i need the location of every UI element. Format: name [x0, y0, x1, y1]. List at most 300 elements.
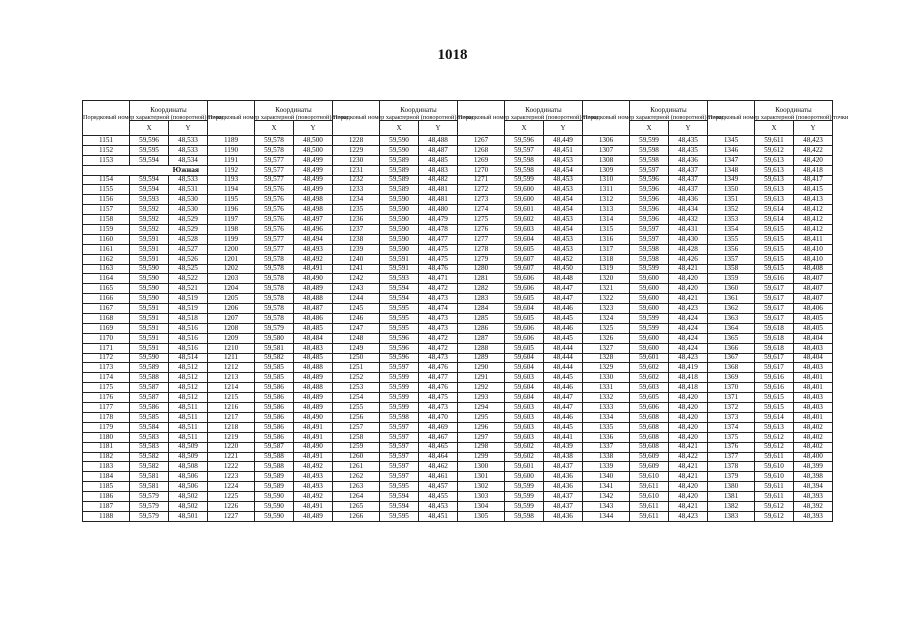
coordinate-x-cell: 59,606 — [505, 284, 544, 294]
coordinate-x-cell: 59,584 — [130, 422, 169, 432]
coordinate-y-cell: 48,512 — [169, 393, 208, 403]
coordinate-y-cell: 48,461 — [419, 472, 458, 482]
coordinate-y-cell: 48,444 — [544, 353, 583, 363]
table-row — [458, 215, 583, 225]
coordinate-x-cell: 59,607 — [505, 264, 544, 274]
point-number-cell: 1193 — [208, 175, 255, 185]
coordinate-x-cell: 59,618 — [755, 333, 794, 343]
coordinate-y-cell: 48,424 — [669, 343, 708, 353]
point-number-cell: 1177 — [83, 403, 130, 413]
coordinate-x-cell: 59,596 — [380, 353, 419, 363]
coordinate-y-cell: 48,486 — [294, 314, 333, 324]
coordinate-x-cell: 59,590 — [255, 511, 294, 521]
point-number-cell: 1261 — [333, 462, 380, 472]
point-number-cell: 1246 — [333, 314, 380, 324]
table-row — [208, 452, 333, 462]
coordinate-x-cell: 59,577 — [255, 155, 294, 165]
coordinate-y-cell: 48,477 — [419, 234, 458, 244]
coordinate-y-cell: 48,422 — [794, 145, 833, 155]
table-row — [333, 353, 458, 363]
coordinate-y-cell: 48,436 — [669, 155, 708, 165]
point-number-cell: 1378 — [708, 462, 755, 472]
coordinate-x-cell: 59,586 — [255, 412, 294, 422]
coordinate-y-cell: 48,438 — [544, 452, 583, 462]
coordinate-y-cell: 48,498 — [294, 195, 333, 205]
coordinate-x-cell: 59,591 — [130, 304, 169, 314]
table-row — [708, 215, 833, 225]
coordinate-x-cell: 59,583 — [130, 432, 169, 442]
table-row — [583, 136, 708, 146]
table-row — [333, 442, 458, 452]
point-number-cell: 1371 — [708, 393, 755, 403]
table-row — [333, 145, 458, 155]
point-number-cell: 1284 — [458, 304, 505, 314]
coordinate-y-cell: 48,462 — [419, 462, 458, 472]
coordinate-x-cell: 59,614 — [755, 412, 794, 422]
table-row — [583, 501, 708, 511]
coordinate-y-cell: 48,530 — [169, 195, 208, 205]
coordinate-x-cell: 59,608 — [630, 412, 669, 422]
coordinate-y-cell: 48,488 — [294, 383, 333, 393]
coordinate-y-cell: 48,516 — [169, 333, 208, 343]
point-number-cell: 1294 — [458, 403, 505, 413]
coordinate-x-cell: 59,610 — [755, 472, 794, 482]
coordinate-x-cell: 59,612 — [755, 145, 794, 155]
table-row — [208, 353, 333, 363]
coordinate-x-cell: 59,595 — [380, 304, 419, 314]
coordinate-y-cell: 48,428 — [669, 244, 708, 254]
table-row — [583, 225, 708, 235]
coordinate-y-cell: 48,437 — [544, 501, 583, 511]
point-number-cell: 1234 — [333, 195, 380, 205]
point-number-cell: 1315 — [583, 225, 630, 235]
coordinate-x-cell: 59,585 — [130, 412, 169, 422]
table-row — [708, 492, 833, 502]
coordinate-y-cell: 48,421 — [669, 462, 708, 472]
table-row — [458, 482, 583, 492]
table-row — [708, 482, 833, 492]
coordinate-y-cell: 48,435 — [669, 136, 708, 146]
table-row — [583, 363, 708, 373]
coordinate-y-cell: 48,450 — [544, 264, 583, 274]
coordinate-x-cell: 59,596 — [505, 136, 544, 146]
coordinate-x-cell: 59,581 — [130, 482, 169, 492]
coordinate-y-cell: 48,431 — [669, 225, 708, 235]
coordinate-x-cell: 59,579 — [255, 323, 294, 333]
coordinate-y-cell: 48,415 — [794, 185, 833, 195]
coordinate-y-cell: 48,526 — [169, 254, 208, 264]
coordinate-x-cell: 59,601 — [630, 353, 669, 363]
coordinate-y-cell: 48,473 — [419, 323, 458, 333]
coordinate-x-cell: 59,611 — [755, 136, 794, 146]
coordinate-x-cell: 59,578 — [255, 254, 294, 264]
point-number-cell: 1251 — [333, 363, 380, 373]
point-number-cell: 1165 — [83, 284, 130, 294]
coordinate-x-cell: 59,576 — [255, 195, 294, 205]
coordinate-x-cell: 59,578 — [255, 294, 294, 304]
coordinate-x-cell: 59,576 — [255, 205, 294, 215]
coordinate-x-cell: 59,615 — [755, 264, 794, 274]
coordinate-y-cell: 48,453 — [544, 155, 583, 165]
table-row — [83, 472, 208, 482]
coordinate-y-cell: 48,491 — [294, 501, 333, 511]
coordinate-x-cell: 59,590 — [130, 264, 169, 274]
coordinate-x-cell: 59,596 — [630, 205, 669, 215]
point-number-cell: 1249 — [333, 343, 380, 353]
table-row — [708, 412, 833, 422]
coordinate-y-cell: 48,489 — [294, 393, 333, 403]
coordinate-y-cell: 48,522 — [169, 274, 208, 284]
point-number-cell: 1335 — [583, 422, 630, 432]
coordinate-y-cell: 48,473 — [419, 314, 458, 324]
coordinate-y-cell: 48,473 — [419, 294, 458, 304]
coordinate-y-cell: 48,494 — [294, 234, 333, 244]
coordinate-x-cell: 59,605 — [505, 294, 544, 304]
table-row — [83, 442, 208, 452]
coordinate-x-cell: 59,599 — [505, 482, 544, 492]
coordinate-x-cell: 59,599 — [505, 501, 544, 511]
table-row — [83, 264, 208, 274]
coordinate-y-cell: 48,451 — [419, 511, 458, 521]
point-number-cell: 1266 — [333, 511, 380, 521]
table-row — [333, 492, 458, 502]
coordinate-y-cell: 48,401 — [794, 383, 833, 393]
coordinate-y-cell: 48,421 — [669, 294, 708, 304]
coordinate-y-cell: 48,418 — [669, 373, 708, 383]
coordinate-x-cell: 59,592 — [130, 205, 169, 215]
coordinate-x-cell: 59,594 — [130, 155, 169, 165]
table-row — [458, 145, 583, 155]
point-number-cell: 1334 — [583, 412, 630, 422]
table-row — [333, 403, 458, 413]
table-row — [83, 403, 208, 413]
point-number-cell: 1276 — [458, 225, 505, 235]
point-number-cell: 1291 — [458, 373, 505, 383]
point-number-cell: 1292 — [458, 383, 505, 393]
coordinate-y-cell: 48,402 — [794, 442, 833, 452]
table-row — [458, 383, 583, 393]
coordinate-y-cell: 48,446 — [544, 304, 583, 314]
coordinate-x-cell: 59,590 — [380, 225, 419, 235]
table-row — [583, 244, 708, 254]
coordinate-x-cell: 59,590 — [130, 284, 169, 294]
table-row — [458, 442, 583, 452]
point-number-cell: 1351 — [708, 195, 755, 205]
coordinate-y-cell: 48,533 — [169, 175, 208, 185]
point-number-cell: 1208 — [208, 323, 255, 333]
point-number-cell: 1333 — [583, 403, 630, 413]
coordinate-x-cell: 59,577 — [255, 244, 294, 254]
coordinate-x-cell: 59,596 — [630, 175, 669, 185]
table-row — [333, 472, 458, 482]
point-number-cell: 1179 — [83, 422, 130, 432]
coordinate-x-cell: 59,597 — [630, 225, 669, 235]
table-row — [458, 185, 583, 195]
table-row — [458, 432, 583, 442]
point-number-cell: 1158 — [83, 215, 130, 225]
point-number-cell: 1243 — [333, 284, 380, 294]
point-number-cell: 1316 — [583, 234, 630, 244]
table-row — [708, 205, 833, 215]
coordinate-x-cell: 59,598 — [630, 155, 669, 165]
table-row — [708, 501, 833, 511]
table-row — [208, 492, 333, 502]
coordinate-x-cell: 59,591 — [130, 323, 169, 333]
coordinate-y-cell: 48,476 — [419, 383, 458, 393]
coordinate-y-cell: 48,511 — [169, 403, 208, 413]
table-row — [708, 155, 833, 165]
point-number-cell: 1339 — [583, 462, 630, 472]
point-number-cell: 1373 — [708, 412, 755, 422]
coordinate-x-cell: 59,579 — [130, 511, 169, 521]
coordinate-x-cell: 59,578 — [255, 145, 294, 155]
point-number-cell: 1232 — [333, 175, 380, 185]
table-row — [458, 274, 583, 284]
coordinate-x-cell: 59,592 — [130, 215, 169, 225]
point-number-cell: 1362 — [708, 304, 755, 314]
point-number-cell: 1247 — [333, 323, 380, 333]
point-number-cell: 1257 — [333, 422, 380, 432]
coordinate-x-cell: 59,603 — [505, 403, 544, 413]
coordinate-x-cell: 59,596 — [380, 343, 419, 353]
table-block-6 — [707, 100, 849, 522]
point-number-cell: 1299 — [458, 452, 505, 462]
point-number-cell: 1274 — [458, 205, 505, 215]
coordinate-x-cell: 59,610 — [630, 472, 669, 482]
table-row — [83, 393, 208, 403]
point-number-cell: 1359 — [708, 274, 755, 284]
coordinate-y-cell: 48,528 — [169, 234, 208, 244]
point-number-cell: 1293 — [458, 393, 505, 403]
point-number-cell: 1303 — [458, 492, 505, 502]
point-number-cell: 1198 — [208, 225, 255, 235]
table-row — [333, 482, 458, 492]
point-number-cell: 1364 — [708, 323, 755, 333]
table-row — [583, 175, 708, 185]
coordinate-x-cell: 59,594 — [130, 175, 169, 185]
point-number-cell: 1240 — [333, 254, 380, 264]
coordinate-y-cell: 48,412 — [794, 215, 833, 225]
point-number-cell: 1346 — [708, 145, 755, 155]
coordinate-y-cell: 48,454 — [544, 195, 583, 205]
coordinate-x-cell: 59,590 — [380, 136, 419, 146]
point-number-cell: 1211 — [208, 353, 255, 363]
table-block-1 — [82, 100, 224, 522]
coordinate-y-cell: 48,448 — [544, 274, 583, 284]
table-row — [708, 422, 833, 432]
coordinate-x-cell: 59,589 — [130, 363, 169, 373]
point-number-cell: 1202 — [208, 264, 255, 274]
point-number-cell: 1188 — [83, 511, 130, 521]
table-row — [583, 323, 708, 333]
coordinate-x-cell: 59,613 — [755, 185, 794, 195]
coordinate-y-cell: 48,402 — [794, 432, 833, 442]
coordinate-y-cell: 48,533 — [169, 145, 208, 155]
table-row — [208, 333, 333, 343]
table-row — [208, 304, 333, 314]
table-row — [83, 155, 208, 165]
table-row — [333, 185, 458, 195]
coordinate-y-cell: 48,511 — [169, 422, 208, 432]
coordinate-y-cell: 48,419 — [669, 363, 708, 373]
table-row — [208, 323, 333, 333]
coordinate-x-cell: 59,593 — [380, 274, 419, 284]
column-header-x: X — [130, 121, 169, 136]
table-row — [83, 492, 208, 502]
point-number-cell: 1161 — [83, 244, 130, 254]
table-row — [208, 373, 333, 383]
point-number-cell: 1273 — [458, 195, 505, 205]
coordinate-x-cell: 59,603 — [505, 412, 544, 422]
coordinate-y-cell: 48,413 — [794, 195, 833, 205]
table-block-2 — [207, 100, 349, 522]
coordinate-x-cell: 59,600 — [630, 333, 669, 343]
point-number-cell: 1295 — [458, 412, 505, 422]
column-header-point-number: Порядковый номер характерной (поворотной) точки — [458, 101, 505, 136]
point-number-cell: 1374 — [708, 422, 755, 432]
table-row — [333, 215, 458, 225]
coordinate-x-cell: 59,611 — [630, 482, 669, 492]
point-number-cell: 1279 — [458, 254, 505, 264]
table-row — [458, 314, 583, 324]
point-number-cell: 1183 — [83, 462, 130, 472]
point-number-cell: 1321 — [583, 284, 630, 294]
point-number-cell: 1214 — [208, 383, 255, 393]
table-row — [458, 511, 583, 521]
coordinate-x-cell: 59,578 — [255, 284, 294, 294]
table-row — [583, 432, 708, 442]
table-row — [583, 373, 708, 383]
point-number-cell: 1300 — [458, 462, 505, 472]
point-number-cell: 1172 — [83, 353, 130, 363]
coordinate-y-cell: 48,469 — [419, 422, 458, 432]
coordinate-y-cell: 48,453 — [544, 175, 583, 185]
point-number-cell: 1318 — [583, 254, 630, 264]
column-header-x: X — [630, 121, 669, 136]
coordinate-y-cell: 48,471 — [419, 274, 458, 284]
coordinate-x-cell: 59,578 — [255, 136, 294, 146]
coordinate-y-cell: 48,454 — [544, 165, 583, 175]
table-row — [333, 254, 458, 264]
point-number-cell: 1167 — [83, 304, 130, 314]
coordinate-x-cell: 59,610 — [755, 462, 794, 472]
point-number-cell: 1327 — [583, 343, 630, 353]
table-row — [83, 314, 208, 324]
point-number-cell: 1347 — [708, 155, 755, 165]
coordinate-y-cell: 48,423 — [794, 136, 833, 146]
coordinate-y-cell: 48,497 — [294, 215, 333, 225]
coordinate-x-cell: 59,600 — [630, 294, 669, 304]
coordinate-x-cell: 59,589 — [380, 185, 419, 195]
coordinate-x-cell: 59,590 — [130, 294, 169, 304]
table-row — [708, 284, 833, 294]
point-number-cell: 1270 — [458, 165, 505, 175]
coordinate-y-cell: 48,475 — [419, 254, 458, 264]
table-row — [583, 284, 708, 294]
table-row — [708, 185, 833, 195]
coordinate-x-cell: 59,589 — [380, 175, 419, 185]
coordinate-x-cell: 59,616 — [755, 274, 794, 284]
coordinate-y-cell: 48,530 — [169, 205, 208, 215]
coordinate-y-cell: 48,490 — [294, 274, 333, 284]
coordinate-y-cell: 48,491 — [294, 452, 333, 462]
coordinate-y-cell: 48,499 — [294, 185, 333, 195]
coordinate-y-cell: 48,464 — [419, 452, 458, 462]
point-number-cell: 1182 — [83, 452, 130, 462]
coordinate-y-cell: 48,407 — [794, 274, 833, 284]
table-row — [583, 353, 708, 363]
coordinate-y-cell: 48,405 — [794, 314, 833, 324]
point-number-cell: 1304 — [458, 501, 505, 511]
coordinate-x-cell: 59,606 — [505, 323, 544, 333]
point-number-cell: 1322 — [583, 294, 630, 304]
table-row — [583, 492, 708, 502]
point-number-cell: 1313 — [583, 205, 630, 215]
coordinate-y-cell: 48,480 — [419, 205, 458, 215]
table-row — [83, 294, 208, 304]
table-row — [583, 195, 708, 205]
point-number-cell: 1187 — [83, 501, 130, 511]
point-number-cell: 1196 — [208, 205, 255, 215]
page-number: 1018 — [437, 47, 468, 63]
table-row — [708, 294, 833, 304]
coordinate-x-cell: 59,613 — [755, 195, 794, 205]
coordinate-x-cell: 59,597 — [630, 165, 669, 175]
coordinate-x-cell: 59,590 — [380, 145, 419, 155]
coordinate-y-cell: 48,398 — [794, 472, 833, 482]
point-number-cell: 1312 — [583, 195, 630, 205]
table-row — [83, 373, 208, 383]
coordinate-x-cell: 59,596 — [130, 136, 169, 146]
point-number-cell: 1195 — [208, 195, 255, 205]
coordinate-y-cell: 48,511 — [169, 432, 208, 442]
table-row — [333, 511, 458, 521]
point-number-cell: 1305 — [458, 511, 505, 521]
table-row — [458, 373, 583, 383]
table-row — [208, 442, 333, 452]
point-number-cell: 1380 — [708, 482, 755, 492]
coordinate-y-cell: 48,447 — [544, 403, 583, 413]
point-number-cell: 1336 — [583, 432, 630, 442]
table-row — [333, 304, 458, 314]
coordinate-x-cell: 59,587 — [130, 393, 169, 403]
coordinate-y-cell: 48,420 — [669, 412, 708, 422]
coordinate-y-cell: 48,470 — [419, 412, 458, 422]
point-number-cell: 1330 — [583, 373, 630, 383]
coordinate-x-cell: 59,590 — [130, 274, 169, 284]
table-row — [333, 343, 458, 353]
point-number-cell: 1352 — [708, 205, 755, 215]
coordinate-x-cell: 59,605 — [505, 314, 544, 324]
coordinate-y-cell: 48,436 — [544, 472, 583, 482]
point-number-cell: 1311 — [583, 185, 630, 195]
point-number-cell: 1156 — [83, 195, 130, 205]
coordinate-x-cell: 59,591 — [130, 244, 169, 254]
table-row — [83, 165, 208, 175]
coordinate-x-cell: 59,594 — [130, 185, 169, 195]
coordinate-x-cell: 59,578 — [255, 274, 294, 284]
coordinate-x-cell: 59,579 — [130, 501, 169, 511]
table-row — [333, 175, 458, 185]
coordinate-y-cell: 48,446 — [544, 383, 583, 393]
point-number-cell: 1342 — [583, 492, 630, 502]
table-row — [708, 343, 833, 353]
point-number-cell: 1259 — [333, 442, 380, 452]
coordinate-x-cell: 59,616 — [755, 383, 794, 393]
coordinate-y-cell: 48,439 — [544, 442, 583, 452]
coordinate-x-cell: 59,589 — [255, 472, 294, 482]
coordinate-y-cell: 48,424 — [669, 323, 708, 333]
